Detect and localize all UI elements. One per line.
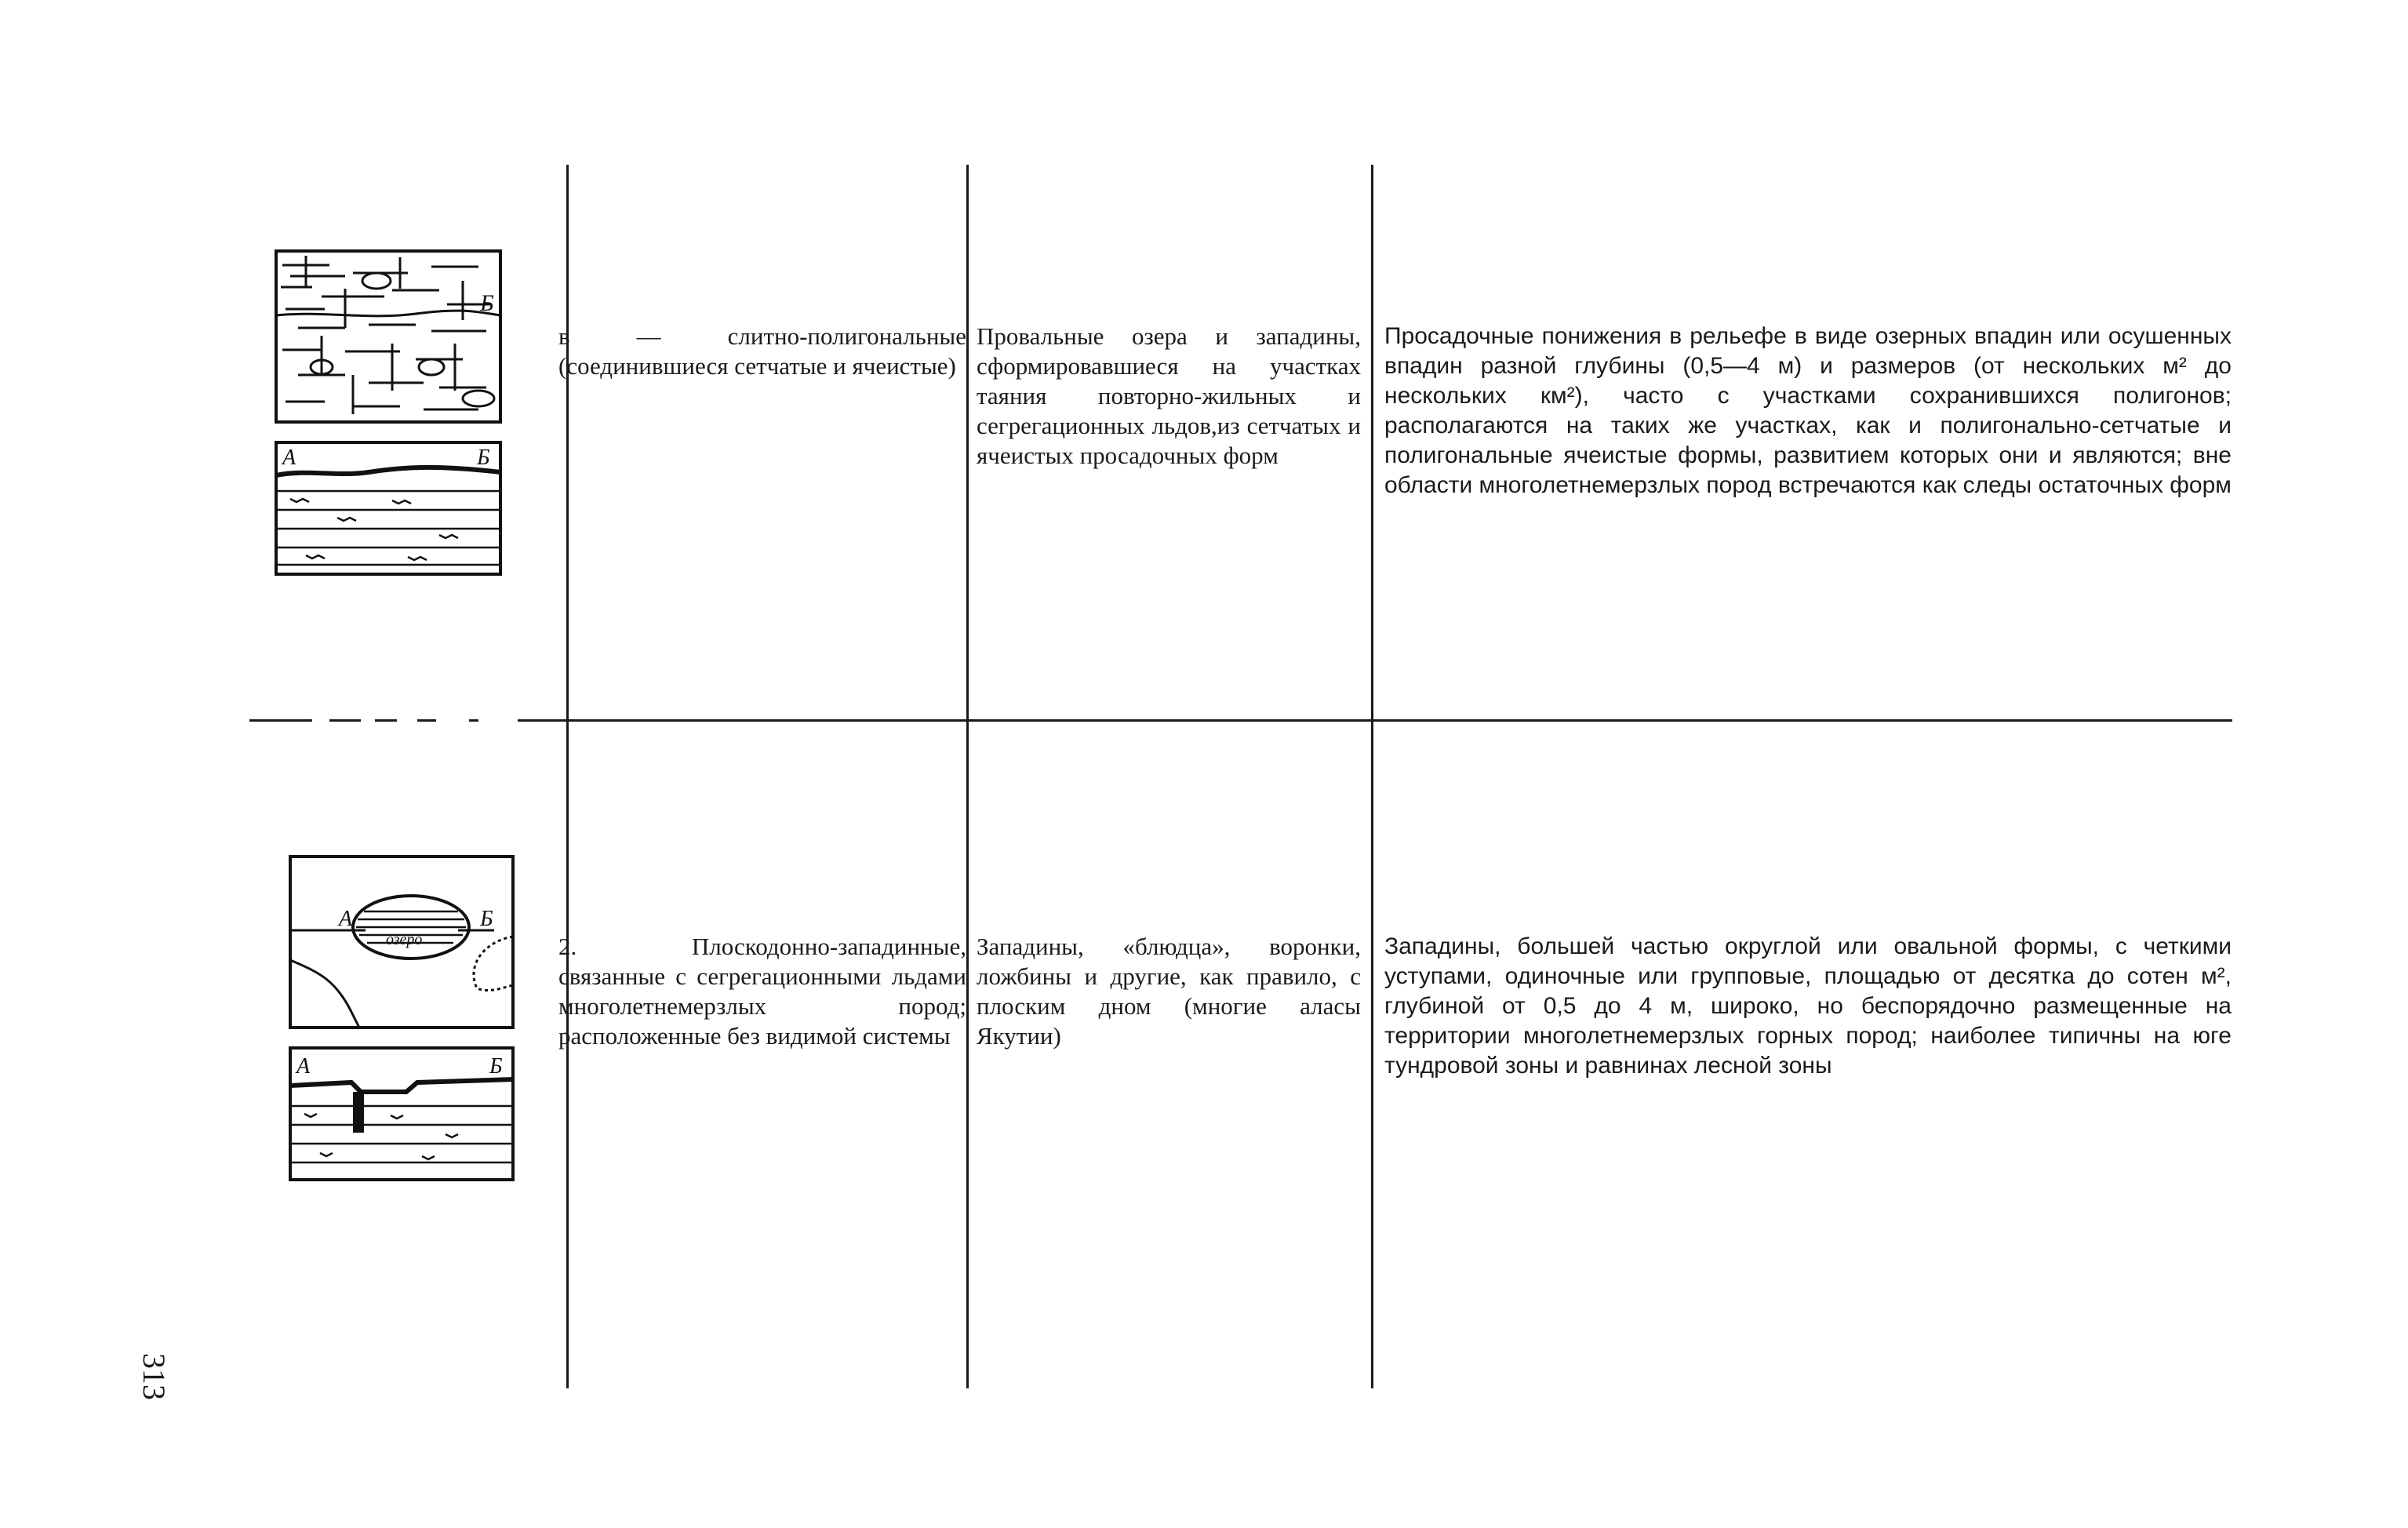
row2-description [1384, 932, 2232, 1081]
row1-forms [977, 322, 1361, 471]
page-number: 313 [136, 1353, 172, 1400]
row1-profile-figure [275, 441, 502, 576]
polygonal-relief-plan [275, 249, 502, 424]
row-divider-dash [417, 719, 436, 722]
column-divider-3 [1371, 165, 1373, 1388]
row2-type [558, 932, 966, 1051]
lake-label: озеро [386, 931, 423, 948]
depression-profile [289, 1046, 515, 1181]
row1-forms-text: Провальные озера и западины, сформировавшиеся на участках таяния повторно-жильных и сегрегационных льдов,из сетчатых и ячеистых просадочных форм [977, 322, 1361, 469]
row2-profile-figure [289, 1046, 515, 1181]
profile2-label-b: Б [489, 1054, 503, 1079]
row1-description [1384, 322, 2232, 500]
row2-plan-figure [289, 855, 515, 1029]
column-divider-2 [966, 165, 969, 1388]
profile-label-a: А [282, 446, 296, 470]
row-divider-dash [375, 719, 397, 722]
profile-label-b: Б [477, 446, 490, 470]
row-divider-dash [469, 719, 478, 722]
plan-label-a: А [339, 907, 353, 931]
row2-type-text: 2. Плоскодонно-западинные, связанные с сегрегационными льдами многолетнемерзлых пород; расположенные без видимой системы [558, 933, 966, 1050]
row1-plan-figure [275, 249, 502, 424]
polygonal-relief-profile [275, 441, 502, 576]
row1-type-text: в — слитно-полигональные (соединившиеся сетчатые и ячеистые) [558, 322, 966, 380]
profile2-label-a: А [296, 1054, 311, 1079]
row-divider [518, 719, 2232, 722]
row1-type [558, 322, 966, 381]
depression-plan [289, 855, 515, 1029]
row-divider-dash [249, 719, 312, 722]
row2-description-text: Западины, большей частью округлой или овальной формы, с четкими уступами, одиночные или групповые, площадью от десятка до сотен м², глубиной от 0,5 до 4 м, широко, но беспорядочно размещенные на территории многолетнемерзлых горных пород; наиболее типичны на юге тундровой зоны и равнинах лесной зоны [1384, 933, 2232, 1079]
row-divider-dash [329, 719, 361, 722]
row1-description-text: Просадочные понижения в рельефе в виде озерных впадин или осушенных впадин разной глубины (0,5—4 м) и размеров (от нескольких м² до нескольких км²), часто с участками сохранившихся полигонов; располагаются на таких же участках, как и полигонально-сетчатые и полигональные ячеистые формы, развитием которых они и являются; вне области многолетнемерзлых пород встречаются как следы остаточных форм [1384, 323, 2232, 498]
plan-label-b: Б [480, 907, 493, 931]
row2-forms [977, 932, 1361, 1051]
label-b: Б [480, 290, 494, 316]
row2-forms-text: Западины, «блюдца», воронки, ложбины и другие, как правило, с плоским дном (многие аласы Якутии) [977, 933, 1361, 1050]
